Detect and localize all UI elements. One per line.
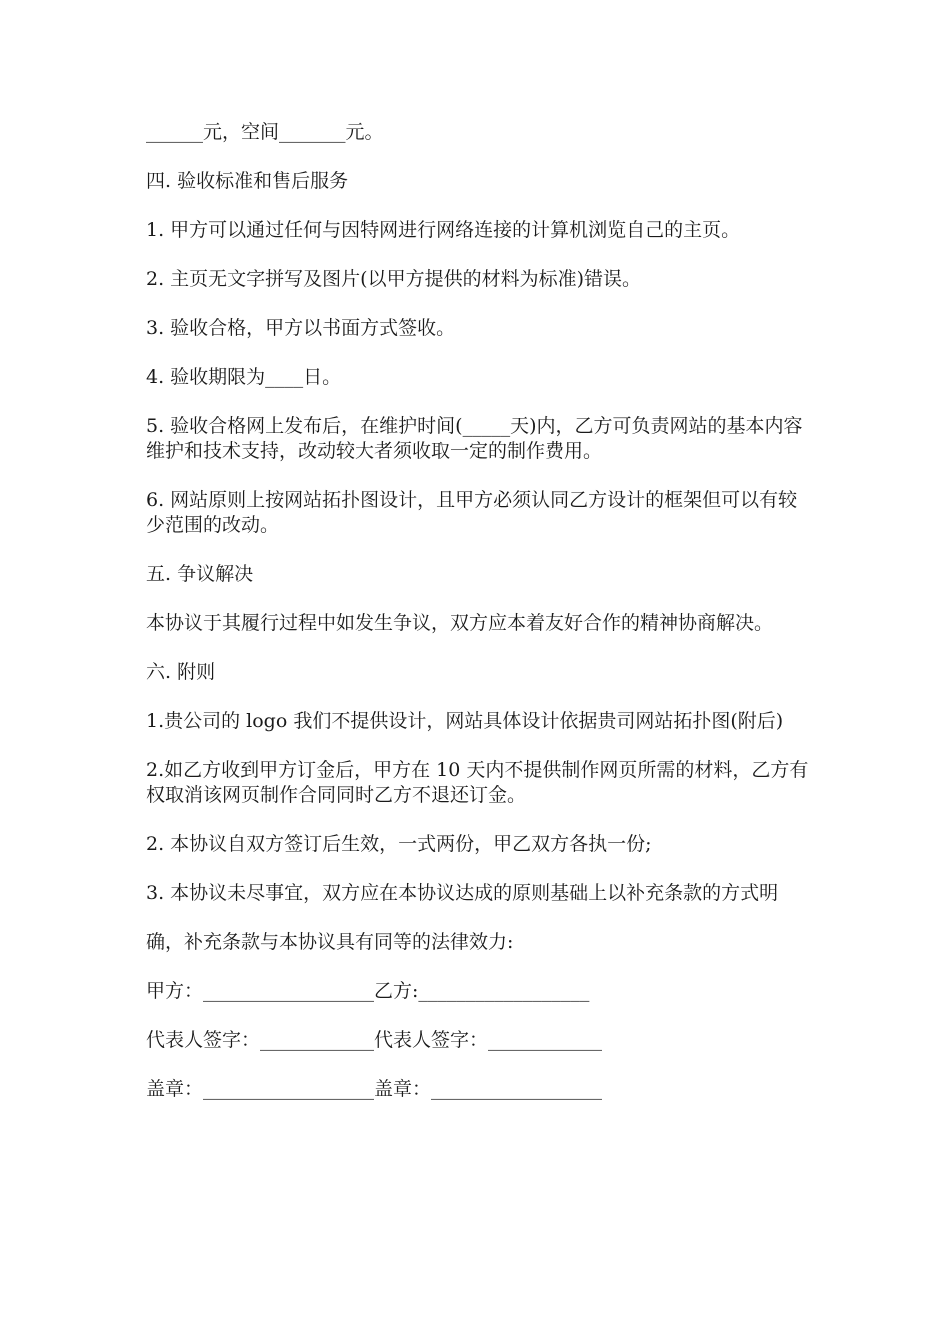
signature-seal-line: 盖章：__________________盖章：__________________ [146, 1078, 603, 1100]
clause-supplementary-4: 3. 本协议未尽事宜，双方应在本协议达成的原则基础上以补充条款的方式明 [146, 882, 779, 904]
clause-acceptance-6: 6. 网站原则上按网站拓扑图设计，且甲方必须认同乙方设计的框架但可以有较少范围的改动。 [146, 489, 798, 536]
clause-acceptance-3: 3. 验收合格，甲方以书面方式签收。 [146, 317, 456, 339]
clause-acceptance-2: 2. 主页无文字拼写及图片(以甲方提供的材料为标准)错误。 [146, 268, 641, 290]
section-heading-acceptance: 四. 验收标准和售后服务 [146, 170, 349, 192]
clause-acceptance-4: 4. 验收期限为____日。 [146, 366, 342, 388]
clause-acceptance-5: 5. 验收合格网上发布后，在维护时间(_____天)内，乙方可负责网站的基本内容维护和技术支持，改动较大者须收取一定的制作费用。 [146, 415, 803, 462]
document-body [146, 120, 816, 1126]
signature-representative-line: 代表人签字：____________代表人签字：____________ [146, 1029, 603, 1051]
clause-supplementary-2: 2.如乙方收到甲方订金后，甲方在 10 天内不提供制作网页所需的材料，乙方有权取消该网页制作合同同时乙方不退还订金。 [146, 759, 809, 806]
clause-supplementary-4-cont: 确，补充条款与本协议具有同等的法律效力: [146, 931, 514, 953]
section-heading-dispute: 五. 争议解决 [146, 563, 254, 585]
clause-acceptance-1: 1. 甲方可以通过任何与因特网进行网络连接的计算机浏览自己的主页。 [146, 219, 741, 241]
clause-supplementary-1: 1.贵公司的 logo 我们不提供设计，网站具体设计依据贵司网站拓扑图(附后) [146, 710, 784, 732]
clause-dispute: 本协议于其履行过程中如发生争议，双方应本着友好合作的精神协商解决。 [146, 612, 774, 634]
clause-supplementary-3: 2. 本协议自双方签订后生效，一式两份，甲乙双方各执一份; [146, 833, 652, 855]
section-heading-supplementary: 六. 附则 [146, 661, 216, 683]
signature-parties-line: 甲方：__________________乙方:__________________ [146, 980, 590, 1002]
price-line: ______元，空间_______元。 [146, 121, 384, 143]
